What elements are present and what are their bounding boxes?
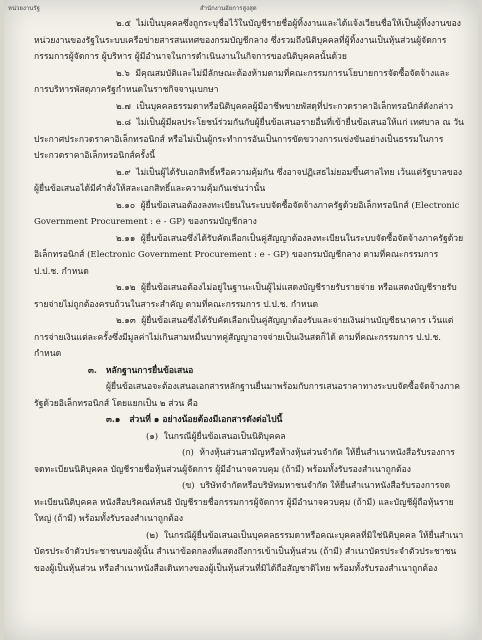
clause-2-7 <box>34 99 464 116</box>
document-page <box>4 0 478 640</box>
item-number: (ข) <box>182 481 195 491</box>
item-1b <box>34 478 464 528</box>
clause-2-9 <box>34 165 464 198</box>
item-text: บริษัทจำกัดหรือบริษัทมหาชนจำกัด ให้ยื่นสำเนาหนังสือรับรองการจดทะเบียนนิติบุคคล หนังสือบริคณห์สนธิ บัญชีรายชื่อกรรมการผู้จัดการ ผู้มีอำนาจควบคุม (ถ้ามี) และบัญชีผู้ถือหุ้นรายใหญ่ (ถ้ามี) พร้อมทั้งรับรองสำเนาถูกต้อง <box>34 481 454 524</box>
clause-2-10 <box>34 198 464 231</box>
clause-number: ๒.๕ <box>116 19 131 29</box>
clause-number: ๒.๘ <box>116 118 132 128</box>
clause-text: ผู้ยื่นข้อเสนอต้องไม่อยู่ในฐานะเป็นผู้ไม่แสดงบัญชีรายรับรายจ่าย หรือแสดงบัญชีรายรับรายจ่ายไม่ถูกต้องครบถ้วนในสาระสำคัญ ตามที่คณะกรรมการ ป.ป.ช. กำหนด <box>34 283 457 310</box>
item-number: (ก) <box>182 448 194 458</box>
clause-number: ๒.๑๑ <box>116 233 136 244</box>
section-3-heading <box>34 363 464 380</box>
clause-number: ๒.๑๒ <box>116 283 136 293</box>
clause-2-12 <box>34 280 464 313</box>
subsection-number: ๓.๑ <box>106 415 121 425</box>
clause-number: ๒.๑๐ <box>116 200 136 211</box>
clause-text: ไม่เป็นบุคคลซึ่งถูกระบุชื่อไว้ในบัญชีรายชื่อผู้ทิ้งงานและได้แจ้งเวียนชื่อให้เป็นผู้ทิ้งงานของหน่วยงานของรัฐในระบบเครือข่ายสารสนเทศของกรมบัญชีกลาง ซึ่งรวมถึงนิติบุคคลที่ผู้ทิ้งงานเป็นหุ้นส่วนผู้จัดการ กรรมการผู้จัดการ ผู้บริหาร ผู้มีอำนาจในการดำเนินงานในกิจการของนิติบุคคลนั้นด้วย <box>34 19 461 62</box>
clause-text: ไม่เป็นผู้มีผลประโยชน์ร่วมกันกับผู้ยื่นข้อเสนอรายอื่นที่เข้ายื่นข้อเสนอให้แก่ เทศบาล ณ วันประกาศประกวดราคาอิเล็กทรอนิกส์ หรือไม่เป็นผู้กระทำการอันเป็นการขัดขวางการแข่งขันอย่างเป็นธรรมในการประกวดราคาอิเล็กทรอนิกส์ครั้งนี้ <box>34 118 464 161</box>
item-1a <box>34 445 464 478</box>
clause-2-5 <box>34 16 464 66</box>
clause-text: ไม่เป็นผู้ได้รับเอกสิทธิ์หรือความคุ้มกัน ซึ่งอาจปฏิเสธไม่ยอมขึ้นศาลไทย เว้นแต่รัฐบาลของผู้ยื่นข้อเสนอได้มีคำสั่งให้สละเอกสิทธิ์และความคุ้มกันเช่นว่านั้น <box>34 167 463 194</box>
item-number: (๑) <box>146 431 159 442</box>
clause-text: ผู้ยื่นข้อเสนอซึ่งได้รับคัดเลือกเป็นคู่สัญญาต้องลงทะเบียนในระบบจัดซื้อจัดจ้างภาครัฐด้วยอิเล็กทรอนิกส์ (Electronic Government Procurement : e - GP) ของกรมบัญชีกลาง ตามที่คณะกรรมการ ป.ป.ช. กำหนด <box>34 233 464 277</box>
clause-text: มีคุณสมบัติและไม่มีลักษณะต้องห้ามตามที่คณะกรรมการนโยบายการจัดซื้อจัดจ้างและการบริหารพัสดุภาครัฐกำหนดในราชกิจจานุเบกษา <box>34 68 450 95</box>
page-header <box>4 2 478 14</box>
clause-text: ผู้ยื่นข้อเสนอต้องลงทะเบียนในระบบจัดซื้อจัดจ้างภาครัฐด้วยอิเล็กทรอนิกส์ (Electronic Government Procurement : e - GP) ของกรมบัญชีกลาง <box>34 200 460 227</box>
clause-number: ๒.๑๓ <box>116 316 136 326</box>
item-text: ในกรณีผู้ยื่นข้อเสนอเป็นนิติบุคคล <box>163 431 286 442</box>
section-number: ๓. <box>88 365 97 376</box>
section-intro-text: ผู้ยื่นข้อเสนอจะต้องเสนอเอกสารหลักฐานยื่นมาพร้อมกับการเสนอราคาทางระบบจัดซื้อจัดจ้างภาครัฐด้วยอิเล็กทรอนิกส์ โดยแยกเป็น ๒ ส่วน คือ <box>34 382 460 409</box>
section-3-1-heading <box>34 412 464 429</box>
clause-text: ผู้ยื่นข้อเสนอซึ่งได้รับคัดเลือกเป็นคู่สัญญาต้องรับและจ่ายเงินผ่านบัญชีธนาคาร เว้นแต่การจ่ายเงินแต่ละครั้งซึ่งมีมูลค่าไม่เกินสามหมื่นบาทคู่สัญญาอาจจ่ายเป็นเงินสดก็ได้ ตามที่คณะกรรมการ ป.ป.ช. กำหนด <box>34 316 454 359</box>
clause-number: ๒.๖ <box>116 68 130 79</box>
document-body <box>34 16 464 577</box>
clause-2-13 <box>34 313 464 363</box>
clause-text: เป็นบุคคลธรรมดาหรือนิติบุคคลผู้มีอาชีพขายพัสดุที่ประกวดราคาอิเล็กทรอนิกส์ดังกล่าว <box>136 101 454 112</box>
clause-number: ๒.๗ <box>116 101 131 112</box>
header-center-text: สำนักงานอัยการสูงสุด <box>200 5 257 12</box>
header-left-text: หน่วยงานรัฐ <box>8 5 40 12</box>
section-title: หลักฐานการยื่นข้อเสนอ <box>105 365 194 376</box>
item-1 <box>34 429 464 446</box>
item-number: (๒) <box>146 530 159 541</box>
clause-2-8 <box>34 115 464 165</box>
item-text: ในกรณีผู้ยื่นข้อเสนอเป็นบุคคลธรรมดาหรือคณะบุคคลที่มิใช่นิติบุคคล ให้ยื่นสำเนาบัตรประจำตัวประชาชนของผู้นั้น สำเนาข้อตกลงที่แสดงถึงการเข้าเป็นหุ้นส่วน (ถ้ามี) สำเนาบัตรประจำตัวประชาชนของผู้เป็นหุ้นส่วน หรือสำเนาหนังสือเดินทางของผู้เป็นหุ้นส่วนที่มิได้ถือสัญชาติไทย พร้อมทั้งรับรองสำเนาถูกต้อง <box>34 530 464 574</box>
clause-number: ๒.๙ <box>116 167 131 178</box>
item-2 <box>34 528 464 578</box>
item-text: ห้างหุ้นส่วนสามัญหรือห้างหุ้นส่วนจำกัด ให้ยื่นสำเนาหนังสือรับรองการจดทะเบียนนิติบุคคล บัญชีรายชื่อหุ้นส่วนผู้จัดการ ผู้มีอำนาจควบคุม (ถ้ามี) พร้อมทั้งรับรองสำเนาถูกต้อง <box>34 448 455 475</box>
clause-2-6 <box>34 66 464 99</box>
section-3-intro <box>34 379 464 412</box>
subsection-title: ส่วนที่ ๑ อย่างน้อยต้องมีเอกสารดังต่อไปนี้ <box>129 415 283 425</box>
clause-2-11 <box>34 231 464 281</box>
